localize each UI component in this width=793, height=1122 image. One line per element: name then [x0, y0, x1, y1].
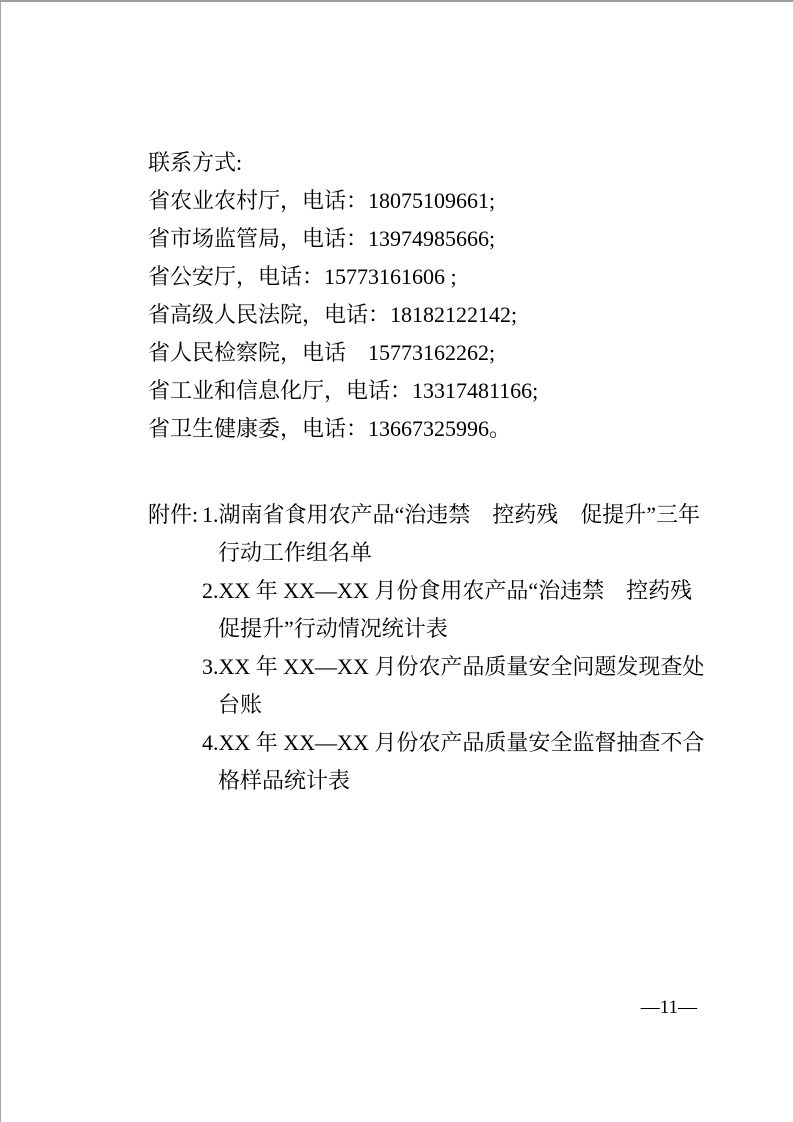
attachment-item-line: 2.XX 年 XX—XX 月份食用农产品“治违禁 控药残 [202, 578, 693, 603]
attachments-list [202, 496, 728, 800]
attachment-item-3 [202, 648, 728, 724]
attachments-label: 附件: [148, 502, 199, 527]
contact-line-industry-it: 省工业和信息化厅，电话：13317481166; [148, 378, 539, 403]
attachment-item-line: 促提升”行动情况统计表 [218, 616, 448, 641]
contact-line-market-regulation: 省市场监管局，电话：13974985666; [148, 226, 496, 251]
contact-line-high-court: 省高级人民法院，电话：18182122142; [148, 302, 518, 327]
contact-line-procuratorate: 省人民检察院，电话 15773162262; [148, 340, 496, 365]
attachments-section [148, 496, 728, 800]
attachment-item-4 [202, 724, 728, 800]
document-body [148, 144, 728, 800]
page-number: —11— [640, 997, 697, 1018]
attachment-item-2 [202, 572, 728, 648]
contact-line-health: 省卫生健康委，电话：13667325996。 [148, 416, 512, 441]
attachment-item-line: 4.XX 年 XX—XX 月份农产品质量安全监督抽查不合 [202, 730, 705, 755]
contact-line-agriculture: 省农业农村厅，电话：18075109661; [148, 188, 496, 213]
contact-heading: 联系方式: [148, 150, 243, 175]
attachment-item-1 [202, 496, 728, 572]
attachment-item-line: 格样品统计表 [218, 768, 351, 793]
attachment-item-line: 台账 [218, 692, 263, 717]
attachment-item-line: 3.XX 年 XX—XX 月份农产品质量安全问题发现查处 [202, 654, 705, 679]
attachment-item-line: 1.湖南省食用农产品“治违禁 控药残 促提升”三年 [202, 502, 701, 527]
contact-line-public-security: 省公安厅，电话：15773161606 ; [148, 264, 457, 289]
attachment-item-line: 行动工作组名单 [218, 540, 373, 565]
